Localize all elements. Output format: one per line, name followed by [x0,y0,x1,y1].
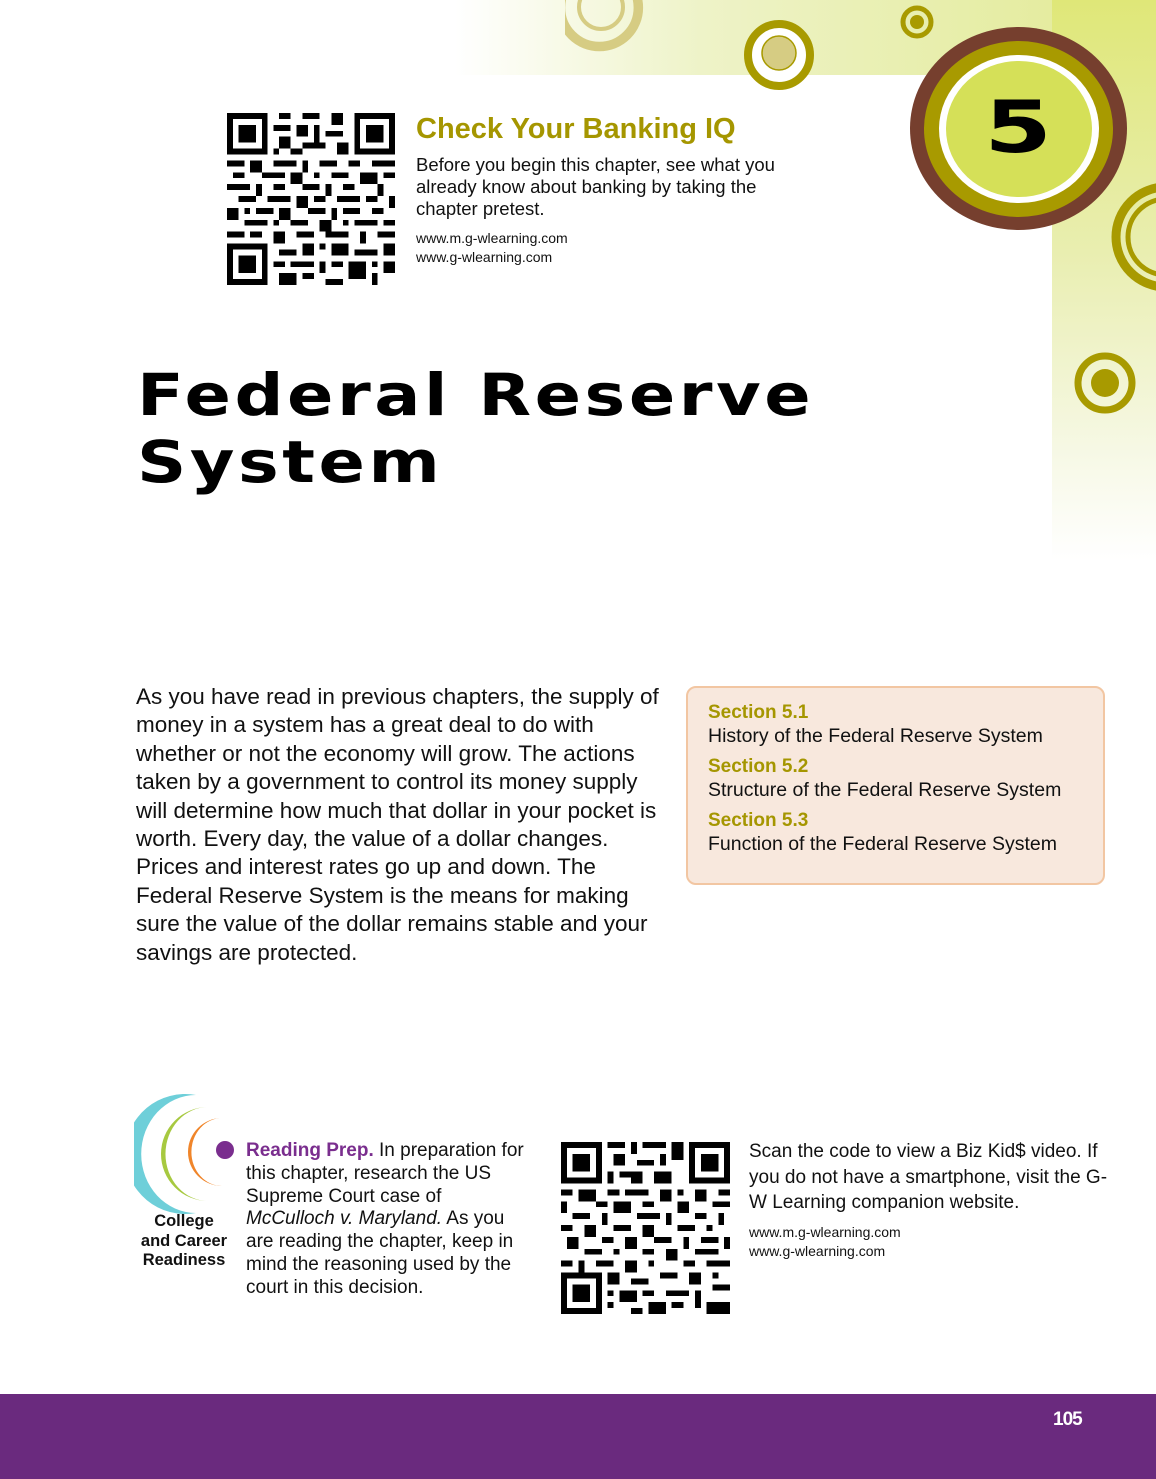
case-name: McCulloch v. Maryland. [246,1208,443,1230]
decorative-small-target-icon [894,3,938,41]
intro-paragraph: As you have read in previous chapters, the supply of money in a system has a great deal to do with whether or not the economy will grow. The actions taken by a government to control its money supply will determine how much that dollar in your pocket is worth. Every day, the value of a dollar changes. Prices and interest rates go up and down. The Federal Reserve System is the means for making sure the value of the dollar remains stable and your savings are protected. [136,684,659,965]
chapter-title-line-1: Federal Reserve [137,361,815,429]
section-item[interactable] [708,756,1103,802]
mobile-url-link[interactable]: www.m.g-wlearning.com [749,1223,901,1240]
section-name: Structure of the Federal Reserve System [708,779,1062,801]
page-number: 105 [1053,1409,1082,1430]
ccr-label-line: College [154,1212,214,1230]
section-item[interactable] [708,702,1103,748]
pretest-title: Check Your Banking IQ [416,113,736,145]
reading-prep-body: In preparation for this chapter, research the US Supreme Court case of [246,1140,524,1207]
website-url-link[interactable]: www.g-wlearning.com [416,249,553,265]
section-number: Section 5.3 [708,810,809,831]
page-footer-bar [0,1394,1156,1479]
section-item[interactable] [708,810,1103,856]
decorative-target-icon [741,17,817,93]
pretest-callout [416,110,816,267]
section-name: History of the Federal Reserve System [708,725,1043,747]
video-description: Scan the code to view a Biz Kid$ video. If you do not have a smartphone, visit the G-W Learning companion website. [749,1141,1108,1213]
ccr-label-line: and Career [140,1231,228,1250]
chapter-number-badge [910,27,1127,230]
section-number: Section 5.2 [708,756,809,777]
section-number: Section 5.1 [708,702,809,723]
ccr-label-line: Readiness [142,1251,226,1269]
decorative-target-icon-right [1072,350,1138,416]
decorative-circle-icon [565,0,645,55]
section-name: Function of the Federal Reserve System [708,833,1057,855]
website-url-link[interactable]: www.g-wlearning.com [749,1242,886,1259]
ccr-logo-label [133,1212,235,1271]
pretest-qr-code-icon[interactable] [227,113,395,285]
reading-prep-lead: Reading Prep. [246,1140,374,1161]
reading-prep-text [246,1140,531,1300]
video-qr-code-icon[interactable] [561,1142,730,1314]
chapter-title-line-2: System [137,428,444,496]
mobile-url-link[interactable]: www.m.g-wlearning.com [416,230,568,246]
video-callout [749,1139,1109,1261]
chapter-sections-box [686,686,1105,885]
decorative-ring-icon [1100,180,1156,300]
pretest-description: Before you begin this chapter, see what you already know about banking by taking the chapter pretest. [416,154,775,219]
chapter-number: 5 [984,84,1053,169]
chapter-title [137,362,1034,496]
reading-prep-body-end: As you are reading the chapter, keep in mind the reasoning used by the court in this decision. [246,1208,514,1298]
